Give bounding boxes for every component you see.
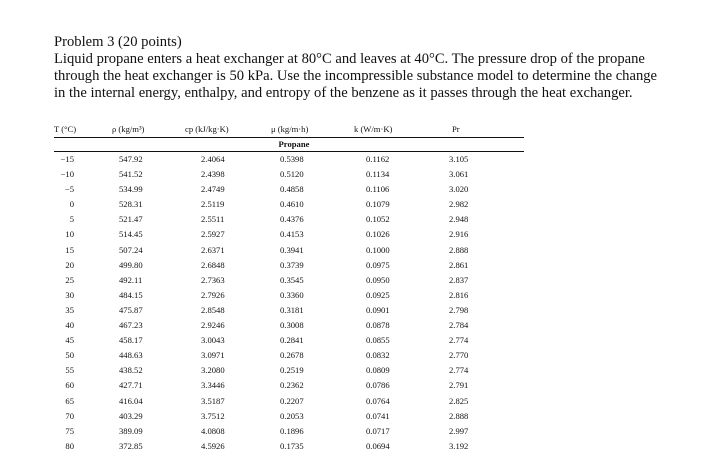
cell-viscosity: 0.1735 bbox=[280, 440, 304, 451]
cell-prandtl: 2.774 bbox=[449, 365, 469, 376]
cell-viscosity: 0.2053 bbox=[280, 410, 304, 421]
cell-prandtl: 2.948 bbox=[449, 214, 469, 225]
cell-density: 521.47 bbox=[119, 214, 143, 225]
cell-viscosity: 0.3360 bbox=[280, 289, 304, 300]
table-row bbox=[54, 152, 524, 167]
cell-specific-heat: 2.5119 bbox=[201, 199, 225, 210]
cell-conductivity: 0.0901 bbox=[366, 304, 390, 315]
cell-prandtl: 2.997 bbox=[449, 425, 469, 436]
header-viscosity: μ (kg/m·h) bbox=[271, 124, 309, 134]
cell-specific-heat: 2.4398 bbox=[201, 169, 225, 180]
table-header bbox=[54, 120, 524, 138]
table-row bbox=[54, 288, 524, 303]
cell-viscosity: 0.3008 bbox=[280, 320, 304, 331]
cell-temperature: 5 bbox=[69, 214, 74, 225]
cell-temperature: 20 bbox=[65, 259, 74, 270]
table-row bbox=[54, 363, 524, 378]
cell-specific-heat: 3.2080 bbox=[201, 365, 225, 376]
cell-temperature: 50 bbox=[65, 350, 74, 361]
table-row bbox=[54, 378, 524, 393]
table-row bbox=[54, 333, 524, 348]
cell-temperature: 65 bbox=[65, 395, 74, 406]
cell-temperature: 45 bbox=[65, 335, 74, 346]
cell-conductivity: 0.1162 bbox=[366, 154, 390, 164]
cell-viscosity: 0.3181 bbox=[280, 304, 304, 315]
table-row bbox=[54, 303, 524, 318]
cell-prandtl: 2.825 bbox=[449, 395, 469, 406]
cell-temperature: 60 bbox=[65, 380, 74, 391]
cell-prandtl: 2.837 bbox=[449, 274, 469, 285]
cell-specific-heat: 2.9246 bbox=[201, 320, 225, 331]
cell-conductivity: 0.0975 bbox=[366, 259, 390, 270]
cell-viscosity: 0.4376 bbox=[280, 214, 304, 225]
table-row bbox=[54, 182, 524, 197]
table-row bbox=[54, 348, 524, 363]
table-row bbox=[54, 409, 524, 424]
table-row bbox=[54, 318, 524, 333]
cell-viscosity: 0.5120 bbox=[280, 169, 304, 180]
table-row bbox=[54, 424, 524, 439]
table-row bbox=[54, 197, 524, 212]
cell-prandtl: 3.105 bbox=[449, 154, 469, 164]
cell-density: 458.17 bbox=[119, 335, 143, 346]
cell-prandtl: 3.061 bbox=[449, 169, 469, 180]
cell-conductivity: 0.0786 bbox=[366, 380, 390, 391]
cell-conductivity: 0.0694 bbox=[366, 440, 390, 451]
cell-temperature: 40 bbox=[65, 320, 74, 331]
cell-specific-heat: 2.7926 bbox=[201, 289, 225, 300]
cell-specific-heat: 3.0971 bbox=[201, 350, 225, 361]
cell-specific-heat: 2.5511 bbox=[201, 214, 225, 225]
cell-density: 484.15 bbox=[119, 289, 143, 300]
cell-viscosity: 0.2519 bbox=[280, 365, 304, 376]
cell-prandtl: 2.816 bbox=[449, 289, 469, 300]
cell-density: 514.45 bbox=[119, 229, 143, 240]
cell-density: 438.52 bbox=[119, 365, 143, 376]
propane-property-table bbox=[54, 120, 524, 454]
cell-specific-heat: 2.5927 bbox=[201, 229, 225, 240]
cell-temperature: 55 bbox=[65, 365, 74, 376]
cell-temperature: 15 bbox=[65, 244, 74, 255]
cell-prandtl: 2.861 bbox=[449, 259, 469, 270]
cell-density: 528.31 bbox=[119, 199, 143, 210]
cell-specific-heat: 2.7363 bbox=[201, 274, 225, 285]
cell-specific-heat: 3.0043 bbox=[201, 335, 225, 346]
table-row bbox=[54, 167, 524, 182]
cell-conductivity: 0.0717 bbox=[366, 425, 390, 436]
cell-prandtl: 2.888 bbox=[449, 410, 469, 421]
cell-prandtl: 2.916 bbox=[449, 229, 469, 240]
cell-conductivity: 0.1079 bbox=[366, 199, 390, 210]
table-row bbox=[54, 227, 524, 242]
cell-prandtl: 2.784 bbox=[449, 320, 469, 331]
cell-temperature: −5 bbox=[64, 184, 74, 195]
cell-density: 448.63 bbox=[119, 350, 143, 361]
cell-specific-heat: 2.4749 bbox=[201, 184, 225, 195]
cell-viscosity: 0.4610 bbox=[280, 199, 304, 210]
cell-specific-heat: 3.5187 bbox=[201, 395, 225, 406]
problem-statement bbox=[54, 34, 664, 102]
cell-specific-heat: 4.5926 bbox=[201, 440, 225, 451]
cell-viscosity: 0.4858 bbox=[280, 184, 304, 195]
cell-temperature: 25 bbox=[65, 274, 74, 285]
cell-conductivity: 0.1134 bbox=[366, 169, 390, 180]
cell-conductivity: 0.0950 bbox=[366, 274, 390, 285]
cell-temperature: 10 bbox=[65, 229, 74, 240]
header-temperature: T (°C) bbox=[54, 124, 77, 134]
problem-title: Problem 3 (20 points) bbox=[54, 34, 182, 50]
table-row bbox=[54, 243, 524, 258]
cell-viscosity: 0.2678 bbox=[280, 350, 304, 361]
cell-viscosity: 0.4153 bbox=[280, 229, 304, 240]
cell-specific-heat: 2.6848 bbox=[201, 259, 225, 270]
header-specific-heat: cp (kJ/kg·K) bbox=[185, 124, 229, 134]
cell-temperature: 80 bbox=[65, 440, 74, 451]
cell-conductivity: 0.1026 bbox=[366, 229, 390, 240]
cell-conductivity: 0.1000 bbox=[366, 244, 390, 255]
cell-prandtl: 2.888 bbox=[449, 244, 469, 255]
cell-temperature: −15 bbox=[60, 154, 74, 164]
table-body bbox=[54, 152, 524, 454]
cell-viscosity: 0.2362 bbox=[280, 380, 304, 391]
cell-prandtl: 2.770 bbox=[449, 350, 469, 361]
cell-density: 499.80 bbox=[119, 259, 143, 270]
table-row bbox=[54, 258, 524, 273]
cell-viscosity: 0.5398 bbox=[280, 154, 304, 164]
cell-density: 389.09 bbox=[119, 425, 143, 436]
problem-text: Liquid propane enters a heat exchanger at 80°C and leaves at 40°C. The pressure drop of the propane through the heat exchanger is 50 kPa. Use the incompressible substance model to determine the change in the internal energy, enthalpy, and entropy of the benzene as it passes through the heat exchanger. bbox=[54, 51, 658, 101]
cell-conductivity: 0.0741 bbox=[366, 410, 390, 421]
cell-prandtl: 3.192 bbox=[449, 440, 469, 451]
table-row bbox=[54, 212, 524, 227]
cell-conductivity: 0.0855 bbox=[366, 335, 390, 346]
table-row bbox=[54, 439, 524, 454]
cell-specific-heat: 3.7512 bbox=[201, 410, 225, 421]
header-conductivity: k (W/m·K) bbox=[354, 124, 393, 134]
cell-density: 507.24 bbox=[119, 244, 143, 255]
cell-density: 534.99 bbox=[119, 184, 143, 195]
cell-specific-heat: 2.8548 bbox=[201, 304, 225, 315]
cell-temperature: 30 bbox=[65, 289, 74, 300]
cell-prandtl: 2.798 bbox=[449, 304, 469, 315]
cell-viscosity: 0.1896 bbox=[280, 425, 304, 436]
cell-specific-heat: 2.6371 bbox=[201, 244, 225, 255]
cell-prandtl: 3.020 bbox=[449, 184, 469, 195]
cell-specific-heat: 4.0808 bbox=[201, 425, 225, 436]
cell-prandtl: 2.774 bbox=[449, 335, 469, 346]
cell-temperature: 35 bbox=[65, 304, 74, 315]
cell-viscosity: 0.2207 bbox=[280, 395, 304, 406]
cell-temperature: 70 bbox=[65, 410, 74, 421]
substance-label: Propane bbox=[54, 138, 524, 152]
cell-temperature: 0 bbox=[69, 199, 74, 210]
table-row bbox=[54, 273, 524, 288]
cell-viscosity: 0.3739 bbox=[280, 259, 304, 270]
cell-density: 547.92 bbox=[119, 154, 143, 164]
cell-temperature: −10 bbox=[60, 169, 74, 180]
cell-specific-heat: 2.4064 bbox=[201, 154, 225, 164]
cell-density: 492.11 bbox=[119, 274, 143, 285]
cell-prandtl: 2.982 bbox=[449, 199, 469, 210]
cell-density: 416.04 bbox=[119, 395, 143, 406]
header-prandtl: Pr bbox=[452, 124, 460, 134]
cell-conductivity: 0.0832 bbox=[366, 350, 390, 361]
cell-specific-heat: 3.3446 bbox=[201, 380, 225, 391]
cell-conductivity: 0.1106 bbox=[366, 184, 390, 195]
cell-viscosity: 0.3545 bbox=[280, 274, 304, 285]
cell-density: 372.85 bbox=[119, 440, 143, 451]
cell-temperature: 75 bbox=[65, 425, 74, 436]
cell-prandtl: 2.791 bbox=[449, 380, 469, 391]
cell-density: 467.23 bbox=[119, 320, 143, 331]
cell-density: 403.29 bbox=[119, 410, 143, 421]
table-row bbox=[54, 394, 524, 409]
header-density: ρ (kg/m³) bbox=[112, 124, 145, 134]
cell-conductivity: 0.0764 bbox=[366, 395, 390, 406]
cell-viscosity: 0.3941 bbox=[280, 244, 304, 255]
cell-viscosity: 0.2841 bbox=[280, 335, 304, 346]
cell-density: 475.87 bbox=[119, 304, 143, 315]
cell-conductivity: 0.1052 bbox=[366, 214, 390, 225]
cell-density: 541.52 bbox=[119, 169, 143, 180]
cell-conductivity: 0.0878 bbox=[366, 320, 390, 331]
cell-conductivity: 0.0925 bbox=[366, 289, 390, 300]
cell-density: 427.71 bbox=[119, 380, 143, 391]
cell-conductivity: 0.0809 bbox=[366, 365, 390, 376]
